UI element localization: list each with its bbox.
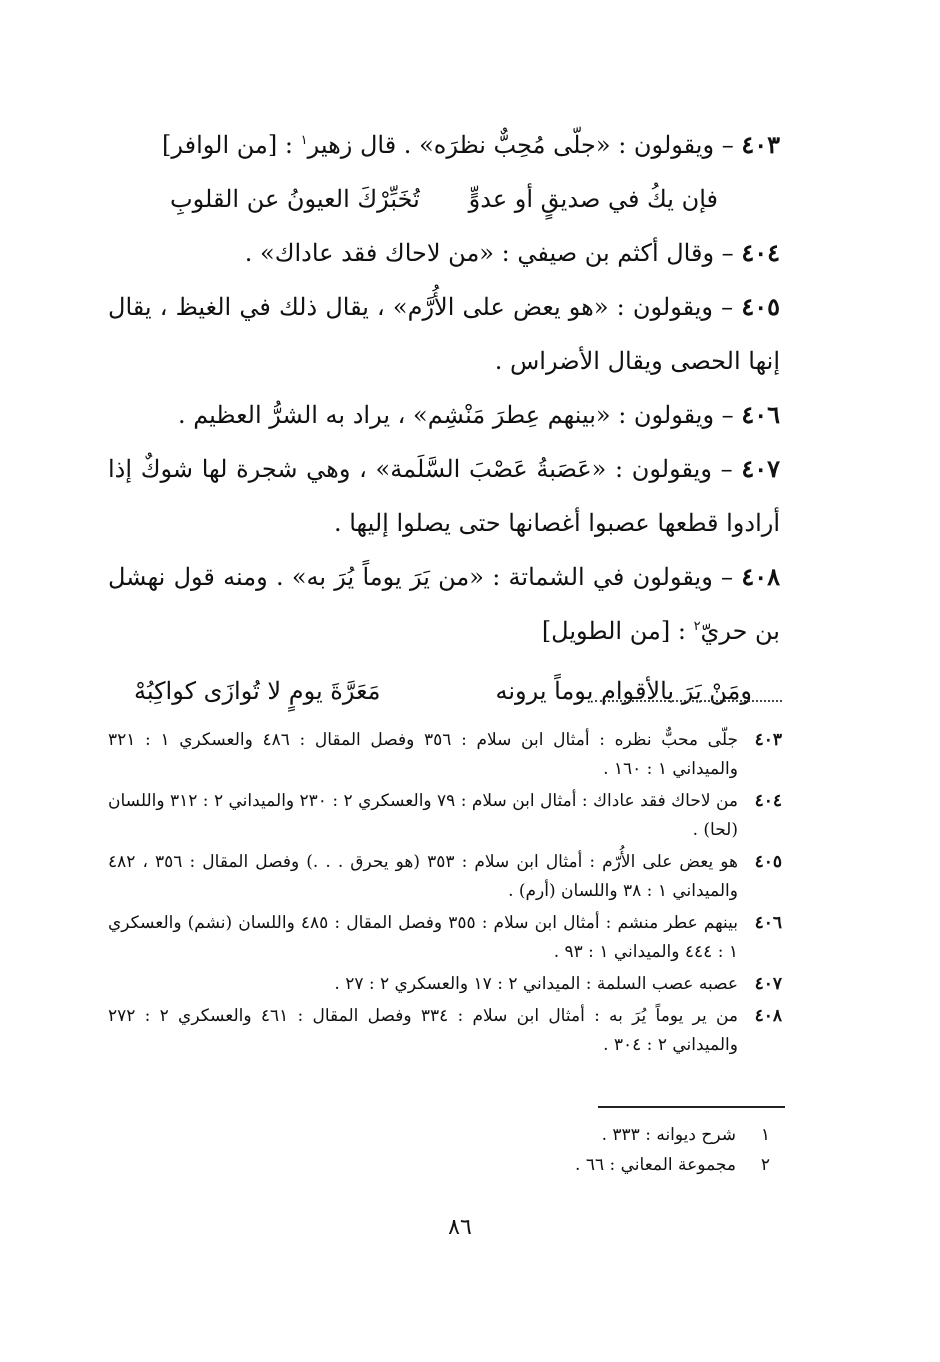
note-text: جلّى محبٌّ نظره : أمثال ابن سلام : ٣٥٦ وفصل المقال : ٤٨٦ والعسكري ١ : ٣٢١ والميداني ١ : ١٦٠ .: [108, 730, 738, 779]
note-text: عصبه عصب السلمة : الميداني ٢ : ١٧ والعسكري ٢ : ٢٧ .: [334, 974, 738, 994]
entry-404: [108, 226, 780, 280]
entry-number: ٤٠٦: [741, 400, 780, 429]
entry-number: ٤٠٣: [741, 130, 780, 159]
entry-text: – ويقولون : «جلّى مُحِبٌّ نظرَه» . قال زهير: [307, 131, 734, 159]
note-text: بينهم عطر منشم : أمثال ابن سلام : ٣٥٥ وفصل المقال : ٤٨٥ واللسان (نشم) والعسكري ١ : ٤٤٤ والميداني ١ : ٩٣ .: [108, 913, 738, 962]
main-text: [108, 118, 780, 718]
note-number: ٤٠٧: [754, 974, 782, 994]
note-number: ٤٠٥: [754, 852, 782, 872]
meter-label: : [من الوافر]: [162, 131, 301, 159]
entry-text: – ويقولون : «هو يعض على الأُرَّم» ، يقال ذلك في الغيظ ، يقال إنها الحصى ويقال الأضراس .: [108, 293, 780, 375]
sources-notes: [108, 726, 782, 1063]
note-text: من لاحاك فقد عاداك : أمثال ابن سلام : ٧٩ والعسكري ٢ : ٢٣٠ والميداني ٢ : ٣١٢ واللسان (لحا) .: [108, 791, 738, 840]
footnote-number: ٢: [760, 1155, 770, 1175]
entry-text: – ويقولون : «عَصَبةُ عَصْبَ السَّلَمة» ، وهي شجرة لها شوكٌ إذا أرادوا قطعها عصبوا أغصانها حتى يصلوا إليها .: [108, 455, 780, 537]
verse-zuhair: [108, 172, 780, 226]
entry-number: ٤٠٨: [741, 562, 780, 591]
note-number: ٤٠٣: [754, 730, 782, 750]
entry-number: ٤٠٧: [741, 454, 780, 483]
meter-label: : [من الطويل]: [541, 617, 694, 645]
footnote-item: [440, 1120, 770, 1150]
note-number: ٤٠٦: [754, 913, 782, 933]
verse-hemistich-second: تُخَبِّرْكَ العيونُ عن القلوبِ: [170, 185, 420, 213]
footnotes: [440, 1120, 770, 1180]
note-item: [108, 909, 782, 967]
note-text: من ير يوماً يُرَ به : أمثال ابن سلام : ٣٣٤ وفصل المقال : ٤٦١ والعسكري ٢ : ٢٧٢ والميداني ٢ : ٣٠٤ .: [108, 1006, 738, 1055]
entry-number: ٤٠٤: [741, 238, 780, 267]
note-item: [108, 1002, 782, 1060]
footnote-text: شرح ديوانه : ٣٣٣ .: [601, 1125, 736, 1145]
entry-407: [108, 442, 780, 550]
page-number: ٨٦: [448, 1215, 472, 1240]
entry-text: – ويقولون في الشماتة : «من يَرَ يوماً يُرَ به» . ومنه قول نهشل بن حريّ: [108, 563, 780, 645]
footnote-number: ١: [760, 1125, 770, 1145]
entry-text: – وقال أكثم بن صيفي : «من لاحاك فقد عاداك» .: [244, 239, 734, 267]
notes-separator: [595, 700, 782, 702]
footnote-ref: ١: [300, 133, 308, 148]
note-item: [108, 970, 782, 999]
footnote-item: [440, 1150, 770, 1180]
note-text: هو يعض على الأُرّم : أمثال ابن سلام : ٣٥٣ (هو يحرق . . .) وفصل المقال : ٣٥٦ ، ٤٨٢ والميداني ١ : ٣٨ واللسان (أرم) .: [108, 852, 738, 901]
note-item: [108, 848, 782, 906]
note-item: [108, 787, 782, 845]
entry-408: [108, 550, 780, 658]
footnote-text: مجموعة المعاني : ٦٦ .: [575, 1155, 736, 1175]
verse-hemistich-second: مَعَرَّةَ يومٍ لا تُوازَى كواكِبُهْ: [134, 677, 381, 705]
footnote-ref: ٢: [693, 619, 701, 634]
entry-text: – ويقولون : «بينهم عِطرَ مَنْشِم» ، يراد به الشرُّ العظيم .: [177, 401, 734, 429]
note-number: ٤٠٨: [754, 1006, 782, 1026]
entry-405: [108, 280, 780, 388]
entry-403: [108, 118, 780, 172]
footnote-rule: [598, 1106, 785, 1108]
verse-nahshal: [108, 664, 780, 718]
note-number: ٤٠٤: [754, 791, 782, 811]
verse-hemistich-first: فإن يكُ في صديقٍ أو عدوٍّ: [468, 185, 718, 213]
entry-406: [108, 388, 780, 442]
entry-number: ٤٠٥: [741, 292, 780, 321]
note-item: [108, 726, 782, 784]
verse-hemistich-first: ومَنْ يَرَ بالأقوام يوماً يرونه: [495, 677, 752, 705]
